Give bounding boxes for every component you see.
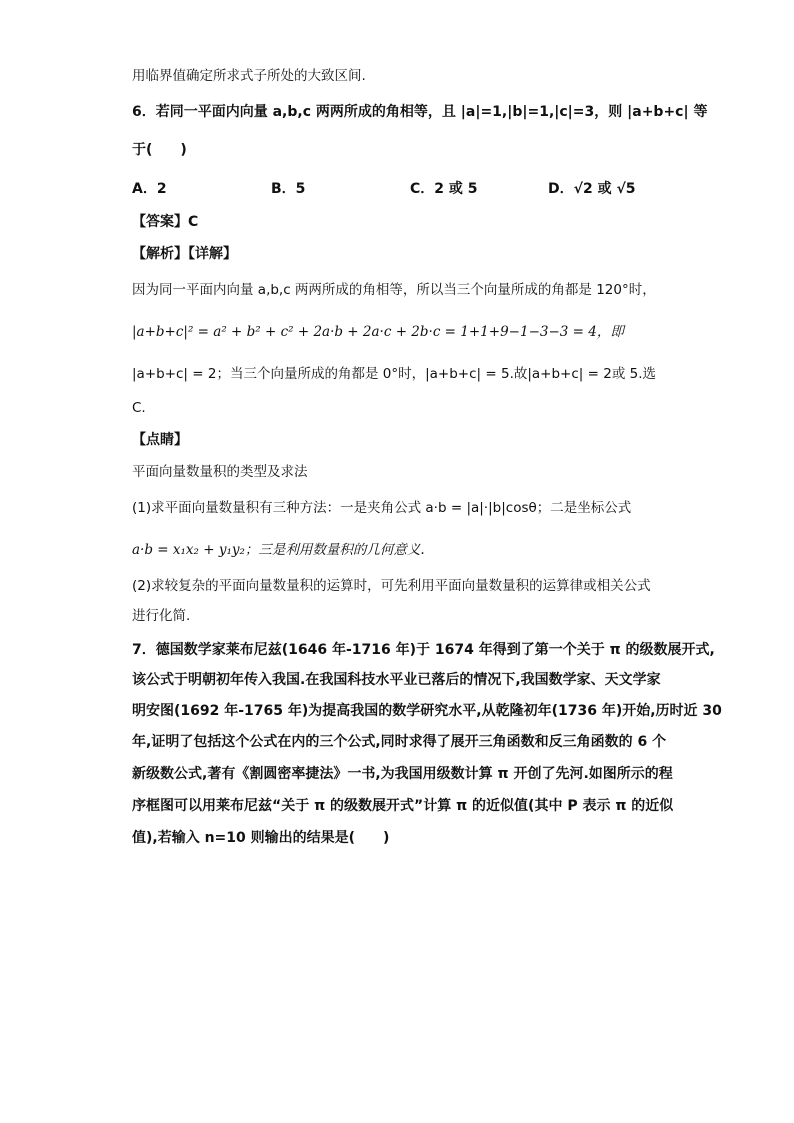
question-7-line-3: 明安图(1692 年-1765 年)为提高我国的数学研究水平,从乾隆初年(1736 年)开始,历时近 30 <box>132 703 722 719</box>
question-7-line-4: 年,证明了包括这个公式在内的三个公式,同时求得了展开三角函数和反三角函数的 6 个 <box>132 734 667 750</box>
option-d: D．√2 或 √5 <box>548 181 636 197</box>
note-title: 平面向量数量积的类型及求法 <box>132 464 308 480</box>
solution-line-2: |a+b+c|² = a² + b² + c² + 2a·b + 2a·c + 2b·c = 1+1+9−1−3−3 = 4，即 <box>132 324 624 340</box>
question-6-stem: 6．若同一平面内向量 a,b,c 两两所成的角相等，且 |a|=1,|b|=1,|c|=3，则 |a+b+c| 等 <box>132 104 708 120</box>
option-a: A．2 <box>132 181 167 197</box>
note-line-2: a·b = x₁x₂ + y₁y₂；三是利用数量积的几何意义. <box>132 542 425 558</box>
question-7-line-7: 值),若输入 n=10 则输出的结果是( ) <box>132 830 390 846</box>
solution-line-1: 因为同一平面内向量 a,b,c 两两所成的角相等，所以当三个向量所成的角都是 120°时， <box>132 282 656 298</box>
answer: 【答案】C <box>132 214 199 230</box>
dianjing-heading: 【点睛】 <box>132 432 188 448</box>
question-7-line-6: 序框图可以用莱布尼兹“关于 π 的级数展开式”计算 π 的近似值(其中 P 表示 π 的近似 <box>132 798 674 814</box>
question-7-line-1: 7．德国数学家莱布尼兹(1646 年-1716 年)于 1674 年得到了第一个关于 π 的级数展开式, <box>132 642 715 658</box>
note-line-4: 进行化简. <box>132 608 191 624</box>
analysis-heading: 【解析】【详解】 <box>132 246 237 262</box>
solution-line-3: |a+b+c| = 2；当三个向量所成的角都是 0°时，|a+b+c| = 5.故|a+b+c| = 2或 5.选 <box>132 366 656 382</box>
solution-line-4: C. <box>132 400 146 416</box>
question-6-stem-cont: 于( ) <box>132 142 187 158</box>
note-line-1: (1)求平面向量数量积有三种方法：一是夹角公式 a·b = |a|·|b|cosθ；二是坐标公式 <box>132 500 632 516</box>
option-b: B．5 <box>271 181 306 197</box>
question-7-line-2: 该公式于明朝初年传入我国.在我国科技水平业已落后的情况下,我国数学家、天文学家 <box>132 672 661 688</box>
option-c: C．2 或 5 <box>410 181 478 197</box>
intro-line: 用临界值确定所求式子所处的大致区间. <box>132 68 366 84</box>
question-7-line-5: 新级数公式,著有《割圆密率捷法》一书,为我国用级数计算 π 开创了先河.如图所示的程 <box>132 766 673 782</box>
note-line-3: (2)求较复杂的平面向量数量积的运算时，可先利用平面向量数量积的运算律或相关公式 <box>132 578 651 594</box>
